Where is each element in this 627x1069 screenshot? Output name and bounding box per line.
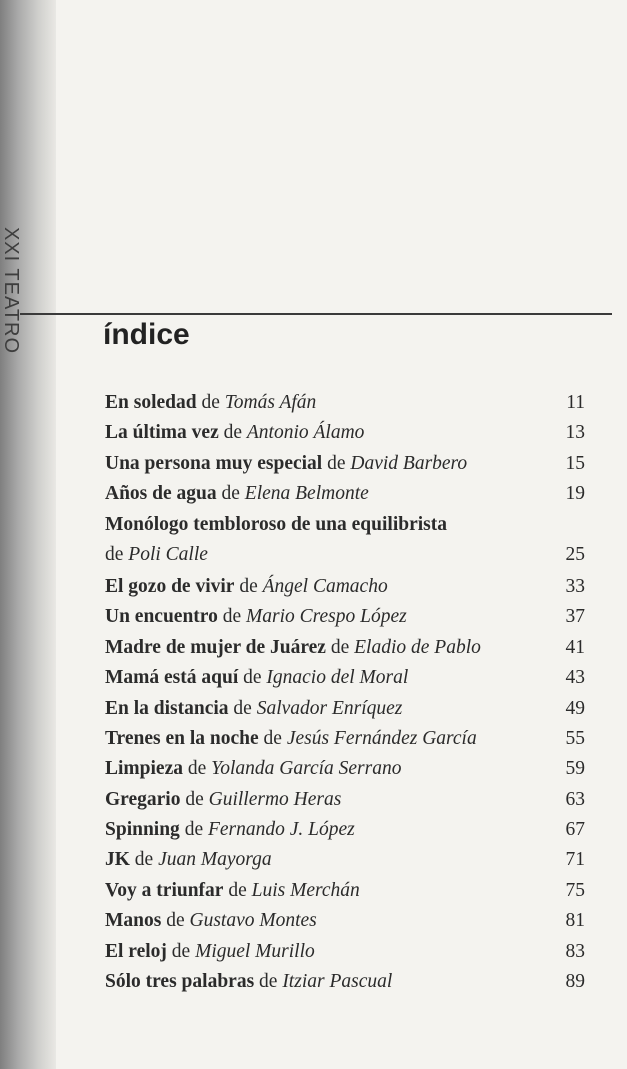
entry-author: Ángel Camacho: [262, 575, 388, 597]
entry-author: Ignacio del Moral: [266, 667, 409, 689]
entry-author: Yolanda García Serrano: [211, 758, 402, 780]
entry-page-number: 41: [565, 636, 585, 658]
entry-connector: de: [239, 575, 258, 597]
entry-title: Manos: [105, 910, 162, 932]
entry-title: JK: [105, 849, 130, 871]
entry-title: Gregario: [105, 788, 181, 810]
entry-title: El reloj: [105, 940, 167, 962]
entry-author: Antonio Álamo: [246, 422, 365, 444]
entry-connector: de: [166, 910, 185, 932]
page-title: índice: [103, 318, 190, 351]
entry-author: Poli Calle: [128, 543, 208, 565]
entry-author: Fernando J. López: [207, 819, 355, 841]
entry-author: Guillermo Heras: [208, 788, 342, 810]
entry-page-number: 81: [565, 910, 585, 932]
entry-title: Spinning: [105, 819, 180, 841]
toc-entry[interactable]: [105, 418, 585, 448]
entry-connector: de: [243, 667, 262, 689]
entry-connector: de: [327, 452, 346, 474]
entry-title: Mamá está aquí: [105, 667, 239, 689]
entry-title: En la distancia: [105, 697, 229, 719]
entry-page-number: 71: [565, 849, 585, 871]
entry-page-number: 19: [565, 483, 585, 505]
entry-page-number: 59: [565, 758, 585, 780]
toc-entry-continuation[interactable]: [105, 540, 585, 572]
entry-title: Limpieza: [105, 758, 183, 780]
entry-author: Itziar Pascual: [282, 971, 393, 993]
entry-author: David Barbero: [350, 452, 468, 474]
toc-entry[interactable]: [105, 937, 585, 967]
entry-title: Madre de mujer de Juárez: [105, 636, 326, 658]
entry-connector: de: [222, 606, 242, 628]
entry-connector: de: [105, 543, 124, 565]
entry-connector: de: [187, 758, 207, 780]
toc-entry[interactable]: [105, 815, 585, 845]
entry-author: Tomás Afán: [224, 392, 317, 413]
entry-page-number: 11: [566, 392, 585, 413]
entry-connector: de: [201, 392, 220, 413]
entry-title: Una persona muy especial: [105, 452, 323, 474]
table-of-contents: [105, 388, 585, 997]
entry-author: Eladio de Pablo: [354, 636, 481, 658]
entry-connector: de: [263, 727, 282, 749]
entry-page-number: 33: [565, 575, 585, 597]
toc-entry[interactable]: [105, 876, 585, 906]
header-rule: [20, 313, 612, 315]
toc-entry[interactable]: [105, 633, 585, 663]
entry-connector: de: [223, 422, 243, 444]
entry-page-number: 67: [565, 819, 585, 841]
entry-author: Miguel Murillo: [195, 940, 315, 962]
toc-entry[interactable]: [105, 785, 585, 815]
toc-entry[interactable]: [105, 845, 585, 875]
entry-page-number: 55: [565, 727, 585, 749]
entry-page-number: 75: [565, 879, 585, 901]
entry-title: Un encuentro: [105, 606, 218, 628]
entry-connector: de: [184, 819, 204, 841]
toc-entry[interactable]: [105, 967, 585, 997]
entry-title: El gozo de vivir: [105, 575, 235, 597]
entry-author: Juan Mayorga: [158, 849, 272, 871]
entry-connector: de: [228, 879, 247, 901]
toc-entry[interactable]: [105, 388, 585, 418]
entry-connector: de: [134, 849, 154, 871]
toc-entry[interactable]: [105, 510, 585, 540]
entry-author: Gustavo Montes: [189, 910, 317, 932]
entry-page-number: 83: [565, 940, 585, 962]
page-gutter-shadow: [0, 0, 56, 1069]
toc-entry[interactable]: [105, 663, 585, 693]
entry-page-number: 25: [565, 543, 585, 565]
entry-author: Mario Crespo López: [246, 606, 407, 628]
entry-author: Salvador Enríquez: [256, 697, 403, 719]
entry-connector: de: [233, 697, 252, 719]
entry-title: Sólo tres palabras: [105, 971, 255, 993]
entry-page-number: 49: [565, 697, 585, 719]
entry-page-number: 13: [565, 422, 585, 444]
toc-entry[interactable]: [105, 449, 585, 479]
entry-connector: de: [330, 636, 350, 658]
entry-title: La última vez: [105, 422, 219, 444]
entry-title: En soledad: [105, 392, 197, 413]
entry-title: Monólogo tembloroso de una equilibrista: [105, 513, 448, 535]
entry-author: Jesús Fernández García: [286, 727, 477, 749]
running-head-vertical: [0, 205, 22, 375]
entry-connector: de: [221, 483, 240, 505]
toc-entry[interactable]: [105, 694, 585, 724]
entry-connector: de: [259, 971, 278, 993]
entry-title: Años de agua: [105, 483, 217, 505]
entry-page-number: 43: [565, 667, 585, 689]
entry-page-number: 15: [565, 452, 585, 474]
entry-page-number: 89: [565, 971, 585, 993]
entry-author: Elena Belmonte: [244, 483, 369, 505]
toc-entry[interactable]: [105, 602, 585, 632]
toc-entry[interactable]: [105, 479, 585, 509]
entry-author: Luis Merchán: [251, 879, 360, 901]
toc-entry[interactable]: [105, 754, 585, 784]
entry-connector: de: [171, 940, 191, 962]
entry-title: Voy a triunfar: [105, 879, 224, 901]
entry-connector: de: [185, 788, 204, 810]
toc-entry[interactable]: [105, 724, 585, 754]
toc-entry[interactable]: [105, 572, 585, 602]
toc-entry[interactable]: [105, 906, 585, 936]
entry-page-number: 37: [565, 606, 585, 628]
entry-page-number: 63: [565, 788, 585, 810]
running-head-text: XXI TEATRO: [0, 226, 23, 354]
entry-title: Trenes en la noche: [105, 727, 259, 749]
